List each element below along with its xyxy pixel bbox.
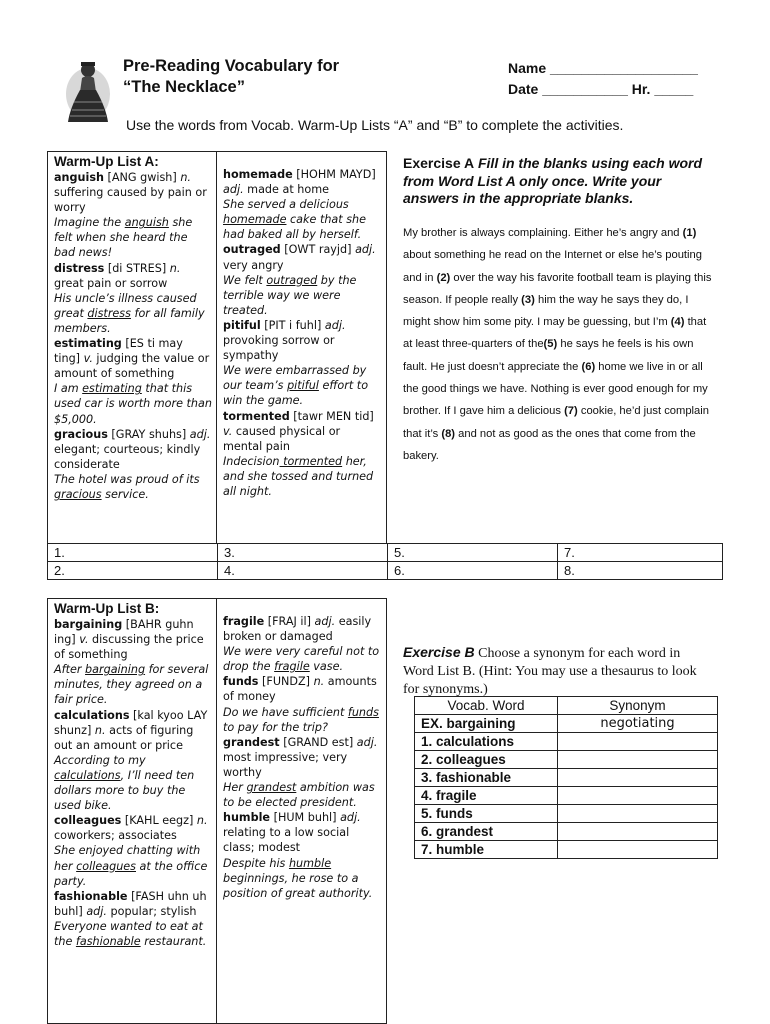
vocab-word-cell: 7. humble (415, 841, 558, 859)
synonym-row (415, 751, 718, 769)
exercise-a-label: Exercise A (403, 155, 475, 171)
vocab-word: colleagues (54, 814, 122, 828)
synonym-row (415, 769, 718, 787)
part-of-speech: n. (196, 814, 208, 828)
passage-text: that at least three-quarters of the (403, 316, 707, 351)
list-a-entry (54, 261, 212, 336)
part-of-speech: v. (83, 352, 93, 366)
answer-blank-6[interactable]: 6. (388, 562, 558, 580)
definition: caused physical or mental pain (223, 424, 341, 453)
vocab-word: pitiful (223, 318, 261, 332)
passage-text: My brother is always complaining. Either he’s angry and (403, 227, 683, 239)
pronunciation: [ES ti may ting] (54, 337, 183, 366)
instructions: Use the words from Vocab. Warm-Up Lists “A” and “B” to complete the activities. (126, 117, 624, 133)
part-of-speech: v. (223, 424, 233, 438)
vocab-word: distress (54, 261, 105, 275)
vocab-word: estimating (54, 337, 122, 351)
exercise-b-title (403, 643, 713, 699)
answer-blank-8[interactable]: 8. (558, 562, 723, 580)
definition: judging the value or amount of something (54, 352, 210, 381)
pronunciation: [FASH uhn uh buhl] (54, 889, 207, 918)
list-a-heading: Warm-Up List A: (54, 154, 159, 169)
example-keyword: humble (288, 856, 332, 870)
list-a-entry (223, 318, 381, 409)
example-keyword: fragile (274, 660, 310, 674)
synonym-cell[interactable] (558, 787, 718, 805)
synonym-cell[interactable] (558, 841, 718, 859)
vocab-word-cell: EX. bargaining (415, 715, 558, 733)
example-keyword: pitiful (287, 379, 319, 393)
synonym-row (415, 823, 718, 841)
example-sentence: She served a delicious homemade cake that she had baked all by herself. (223, 198, 367, 242)
example-sentence: Indecision tormented her, and she tossed and turned all night. (223, 454, 374, 498)
vocab-word-cell: 2. colleagues (415, 751, 558, 769)
passage-text: cookie, he’d just complain that it’s (403, 405, 709, 440)
pronunciation: [FRAJ il] (264, 615, 315, 628)
vocab-word: outraged (223, 243, 281, 257)
part-of-speech: adj. (314, 615, 336, 628)
list-a-divider (216, 151, 217, 544)
pronunciation: [tawr MEN tid] (289, 409, 374, 423)
synonym-cell[interactable] (558, 805, 718, 823)
synonym-table-header-word: Vocab. Word (415, 697, 558, 715)
title-line-1: Pre-Reading Vocabulary for (123, 57, 340, 75)
title-line-2: “The Necklace” (123, 78, 245, 96)
blank-number: (4) (670, 316, 685, 329)
synonym-row (415, 715, 718, 733)
definition: suffering caused by pain or worry (54, 186, 207, 215)
example-keyword: grandest (246, 781, 297, 795)
exercise-b-instruction: Choose a synonym for each word in Word List B. (Hint: You may use a thesaurus to look for synonyms.) (403, 646, 697, 697)
example-keyword: bargaining (85, 663, 146, 677)
example-keyword: colleagues (76, 859, 136, 873)
pronunciation: [FUNDZ] (258, 675, 314, 689)
example-sentence: We were embarrassed by our team’s pitiful effort to win the game. (223, 364, 369, 408)
synonym-cell[interactable] (558, 733, 718, 751)
blank-number: (7) (564, 405, 578, 418)
definition: relating to a low social class; modest (223, 826, 350, 855)
part-of-speech: adj. (356, 735, 378, 749)
exercise-b-label: Exercise B (403, 644, 475, 660)
example-sentence: I am estimating that this used car is worth more than $5,000. (54, 382, 212, 426)
vocab-word: funds (223, 675, 259, 689)
example-keyword: funds (347, 705, 379, 719)
example-keyword: estimating (82, 382, 142, 396)
pronunciation: [GRAND est] (279, 735, 357, 749)
definition: elegant; courteous; kindly considerate (54, 442, 201, 471)
list-b-divider (216, 598, 217, 1024)
vocab-word-cell: 4. fragile (415, 787, 558, 805)
definition: great pain or sorrow (54, 276, 168, 290)
list-a-entry (54, 336, 212, 427)
example-sentence: Despite his humble beginnings, he rose to a position of great authority. (223, 856, 373, 900)
exercise-a-title (403, 155, 713, 208)
list-b-entry (223, 735, 381, 810)
synonym-cell[interactable]: negotiating (558, 715, 718, 733)
vocab-word: grandest (223, 735, 280, 749)
definition: provoking sorrow or sympathy (223, 334, 335, 363)
example-sentence: We felt outraged by the terrible way we were treated. (223, 273, 357, 317)
passage-text: home we live in or all the good things we have. Nothing is ever good enough for my brother. If I gave him a delicious (403, 360, 708, 418)
list-b-entry (54, 813, 212, 888)
synonym-row (415, 787, 718, 805)
list-b-entry (223, 614, 381, 674)
example-sentence: His uncle’s illness caused great distress for all family members. (54, 291, 205, 335)
synonym-cell[interactable] (558, 823, 718, 841)
exercise-a-answer-grid (47, 543, 723, 580)
part-of-speech: n. (180, 171, 191, 184)
blank-number: (8) (441, 427, 456, 440)
definition: amounts of money (223, 675, 377, 704)
exercise-a-instruction: Fill in the blanks using each word from Word List A only once. Write your answers in the appropriate blanks. (403, 155, 703, 206)
list-b-column-1 (54, 601, 212, 949)
list-b-entry (54, 617, 212, 708)
vocab-word: gracious (54, 427, 108, 441)
example-keyword: distress (87, 306, 131, 320)
list-b-entry (223, 810, 381, 901)
example-keyword: homemade (223, 213, 287, 227)
part-of-speech: adj. (189, 427, 211, 441)
definition: made at home (243, 183, 329, 197)
page-title (123, 56, 339, 98)
definition: coworkers; associates (54, 829, 177, 843)
answer-blank-3[interactable]: 3. (218, 544, 388, 562)
pronunciation: [OWT rayjd] (280, 243, 356, 257)
part-of-speech: n. (94, 723, 106, 737)
list-a-entry (223, 167, 381, 242)
passage-text: him the way he says they do, I might show him some pity. I may be guessing, but I’m (403, 293, 689, 329)
list-a-entry (54, 427, 212, 502)
answer-blank-5[interactable]: 5. (388, 544, 558, 562)
list-b-entry (54, 889, 212, 949)
definition: most impressive; very worthy (223, 750, 348, 779)
definition: discussing the price of something (54, 633, 204, 662)
definition: acts of figuring out an amount or price (54, 723, 194, 752)
part-of-speech: adj. (223, 183, 244, 197)
synonym-cell[interactable] (558, 751, 718, 769)
pronunciation: [HOHM MAYD] (292, 168, 376, 181)
exercise-a-passage (403, 222, 716, 467)
example-sentence: After bargaining for several minutes, they agreed on a fair price. (54, 663, 209, 707)
example-keyword: tormented (279, 454, 343, 468)
list-b-column-2 (223, 614, 381, 901)
list-a-entry (223, 242, 381, 317)
vocab-word: tormented (223, 409, 290, 423)
answer-blank-2[interactable]: 2. (48, 562, 218, 580)
blank-number: (3) (521, 293, 535, 306)
part-of-speech: adj. (340, 811, 361, 825)
part-of-speech: adj. (355, 243, 376, 257)
example-keyword: anguish (124, 216, 169, 230)
example-sentence: Do we have sufficient funds to pay for the trip? (223, 705, 379, 734)
definition: very angry (223, 258, 284, 272)
pronunciation: [kal kyoo LAY shunz] (54, 708, 208, 737)
pronunciation: [KAHL eegz] (121, 814, 197, 828)
example-sentence: Her grandest ambition was to be elected president. (223, 781, 375, 810)
example-sentence: Imagine the anguish she felt when she heard the bad news! (54, 216, 193, 260)
pronunciation: [di STRES] (104, 261, 170, 275)
synonym-cell[interactable] (558, 769, 718, 787)
passage-text: he says he feels is his own fault. He just doesn’t appreciate the (403, 338, 694, 373)
answer-blank-1[interactable]: 1. (48, 544, 218, 562)
answer-blank-4[interactable]: 4. (218, 562, 388, 580)
date-hour-field[interactable]: Date ___________ Hr. _____ (508, 81, 694, 97)
passage-text: over the way his favorite football team is playing this season. If people really (403, 271, 712, 306)
example-sentence: She enjoyed chatting with her colleagues at the office party. (54, 844, 208, 888)
answer-blank-7[interactable]: 7. (558, 544, 723, 562)
list-a-entry (223, 409, 381, 500)
pronunciation: [ANG gwish] (103, 171, 181, 184)
example-sentence: The hotel was proud of its gracious service. (54, 472, 200, 501)
part-of-speech: adj. (324, 318, 346, 332)
example-keyword: gracious (54, 487, 102, 501)
example-keyword: outraged (266, 273, 318, 287)
vocab-word: bargaining (54, 618, 123, 631)
list-b-entry (54, 708, 212, 814)
pronunciation: [HUM buhl] (270, 811, 341, 825)
synonym-table (414, 696, 718, 859)
definition: easily broken or damaged (223, 615, 372, 644)
vocab-word: homemade (223, 168, 293, 181)
list-b-entry (223, 674, 381, 734)
example-sentence: According to my calculations, I’ll need ten dollars more to buy the used bike. (54, 753, 195, 813)
blank-number: (1) (682, 227, 697, 239)
synonym-row (415, 841, 718, 859)
blank-number: (5) (543, 338, 558, 351)
synonym-table-header-synonym: Synonym (558, 697, 718, 715)
vocab-word-cell: 1. calculations (415, 733, 558, 751)
part-of-speech: adj. (86, 904, 107, 918)
list-a-column-1 (54, 154, 212, 502)
synonym-row (415, 733, 718, 751)
vocab-word-cell: 3. fashionable (415, 769, 558, 787)
part-of-speech: n. (313, 675, 325, 689)
example-sentence: Everyone wanted to eat at the fashionable restaurant. (54, 919, 207, 948)
vocab-word-cell: 6. grandest (415, 823, 558, 841)
woman-figure-illustration (60, 58, 116, 126)
list-a-entry (54, 170, 212, 261)
pronunciation: [PIT i fuhl] (260, 318, 325, 332)
definition: popular; stylish (106, 904, 197, 918)
pronunciation: [BAHR guhn ing] (54, 618, 194, 647)
example-keyword: fashionable (75, 934, 141, 948)
part-of-speech: v. (79, 633, 89, 647)
passage-text: about something he read on the Internet or else he’s pouting and in (403, 249, 702, 284)
example-sentence: We were very careful not to drop the fragile vase. (223, 645, 380, 674)
vocab-word: fragile (223, 615, 265, 628)
blank-number: (2) (436, 271, 451, 284)
vocab-word: anguish (54, 171, 104, 184)
name-field[interactable]: Name ___________________ (508, 60, 698, 76)
example-keyword: calculations (54, 768, 121, 782)
part-of-speech: n. (169, 261, 181, 275)
vocab-word: calculations (54, 708, 130, 722)
vocab-word-cell: 5. funds (415, 805, 558, 823)
vocab-word: fashionable (54, 889, 128, 903)
synonym-row (415, 805, 718, 823)
vocab-word: humble (223, 811, 271, 825)
pronunciation: [GRAY shuhs] (107, 427, 190, 441)
list-b-heading: Warm-Up List B: (54, 601, 160, 616)
blank-number: (6) (581, 360, 596, 373)
passage-text: and not as good as the ones that come from the bakery. (403, 427, 696, 462)
list-a-column-2 (223, 167, 381, 499)
